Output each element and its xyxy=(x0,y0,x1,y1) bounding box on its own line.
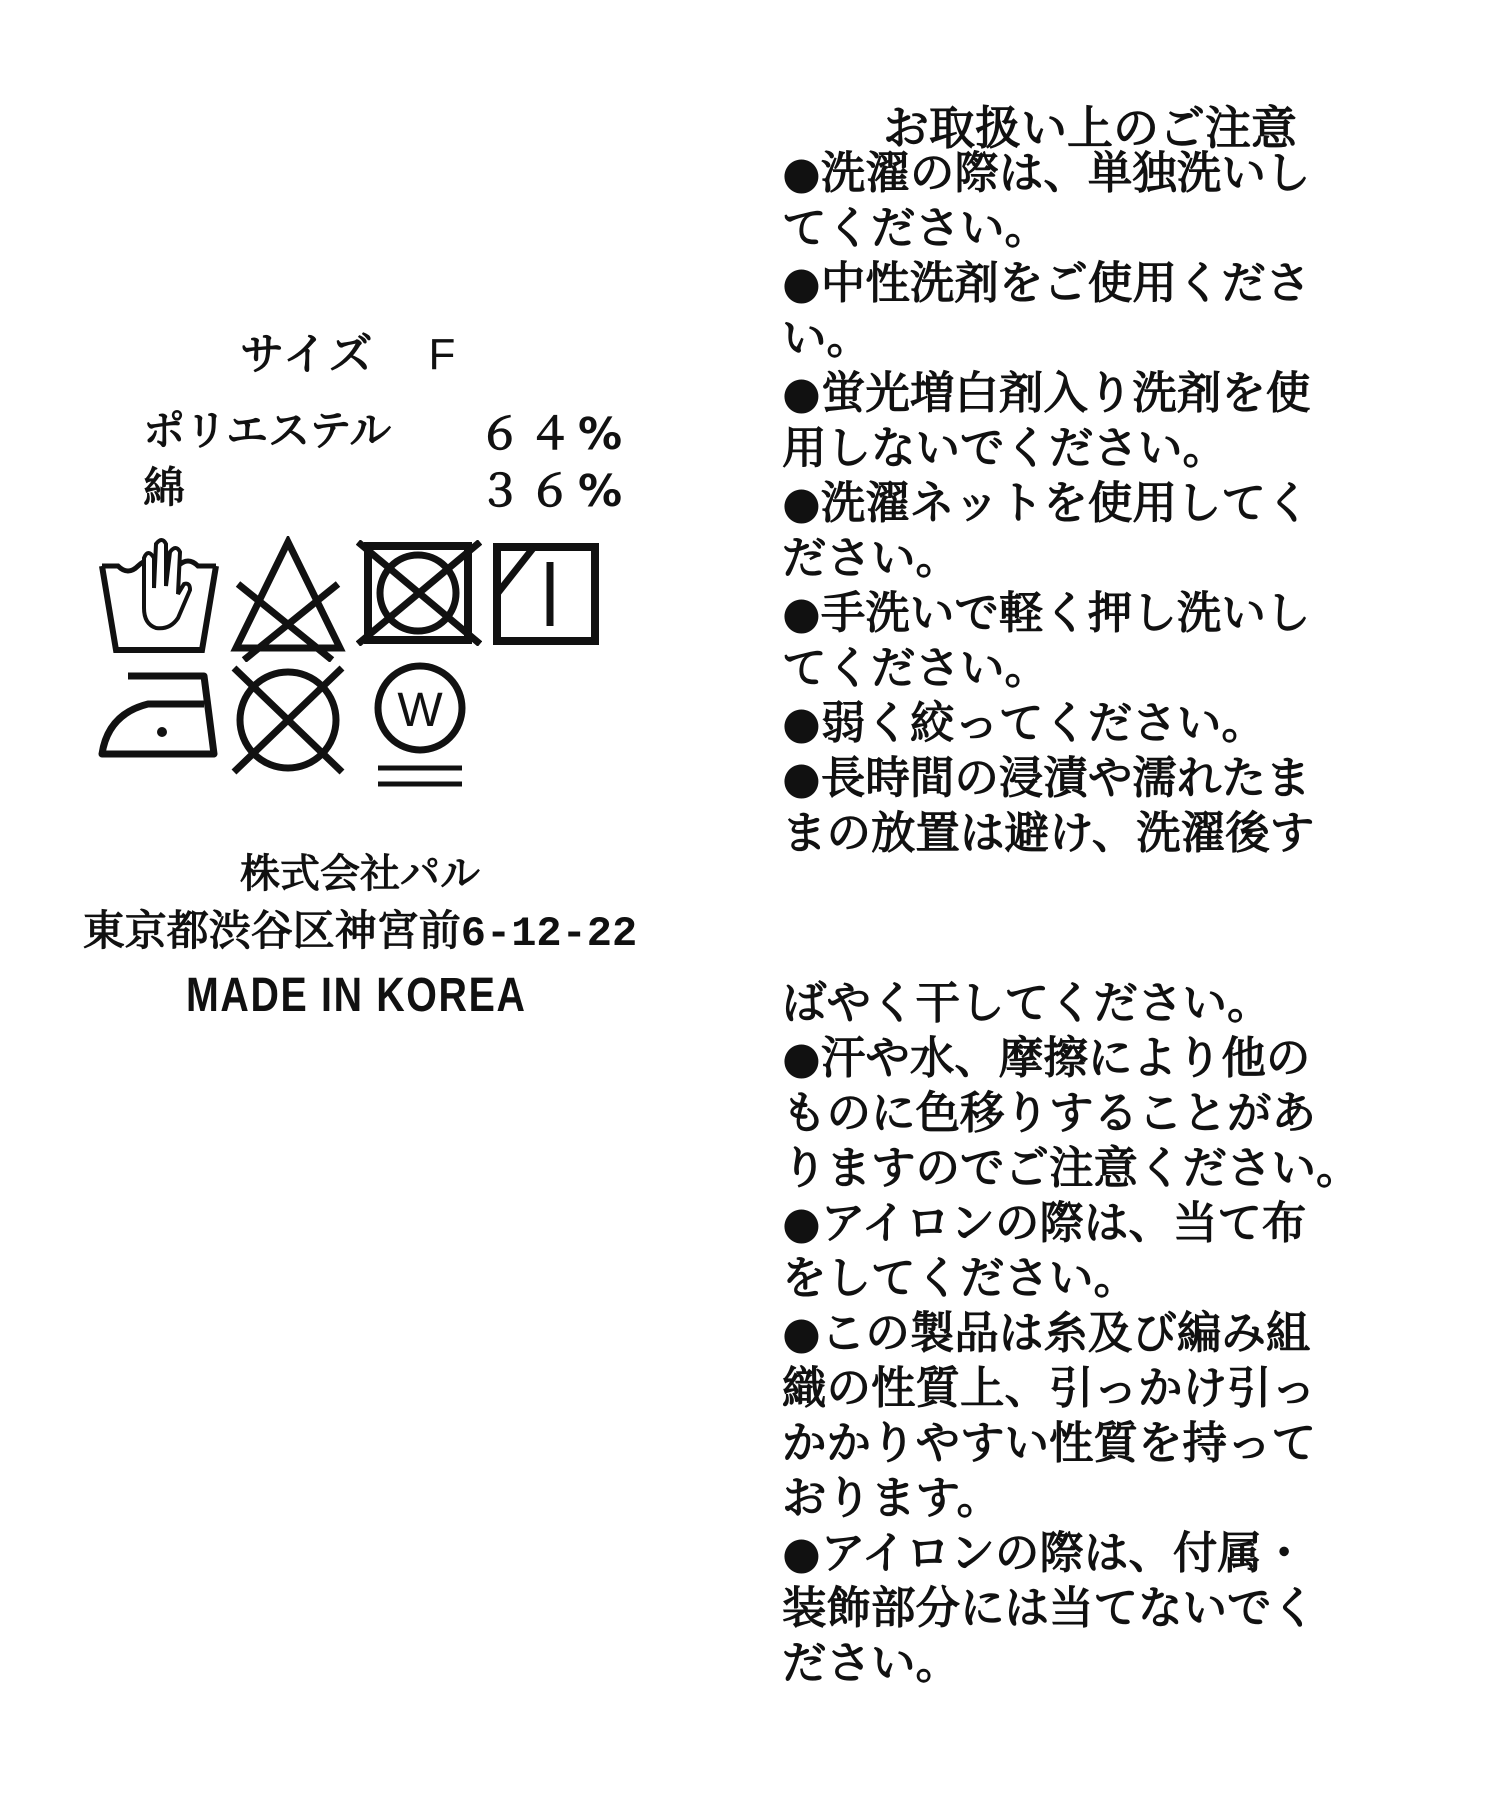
notes-line: ●汗や水、摩擦により他の xyxy=(782,1033,1311,1084)
notes-line: てください。 xyxy=(782,203,1050,254)
notes-line: おります。 xyxy=(782,1473,1001,1524)
hand-wash-icon xyxy=(96,538,222,658)
line-dry-shade-icon xyxy=(492,542,600,646)
notes-line: ばやく干してください。 xyxy=(782,978,1272,1029)
notes-line: ●長時間の浸漬や濡れたま xyxy=(782,753,1311,804)
notes-line: ●中性洗剤をご使用くださ xyxy=(782,258,1311,309)
no-tumble-dry-icon xyxy=(356,540,482,646)
notes-line: ●アイロンの際は、当て布 xyxy=(782,1198,1307,1249)
no-dry-clean-icon xyxy=(226,664,350,776)
notes-title: お取扱い上のご注意 xyxy=(883,101,1297,155)
composition-material: ポリエステル xyxy=(143,406,392,455)
no-bleach-icon xyxy=(228,536,348,662)
notes-line: をしてください。 xyxy=(782,1253,1139,1304)
iron-low-icon xyxy=(96,670,224,762)
notes-line: ●アイロンの際は、付属・ xyxy=(782,1528,1307,1579)
composition-percent: ６４% xyxy=(478,409,629,460)
notes-line: まの放置は避け、洗濯後す xyxy=(782,808,1315,859)
notes-line: ●洗濯の際は、単独洗いし xyxy=(782,148,1311,199)
company-name: 株式会社パル xyxy=(240,851,480,897)
notes-line: ●蛍光増白剤入り洗剤を使 xyxy=(782,368,1311,419)
notes-block-top xyxy=(782,146,1422,861)
notes-line: てください。 xyxy=(782,643,1050,694)
notes-line: 用しないでください。 xyxy=(782,423,1228,474)
country-of-origin: MADE IN KOREA xyxy=(186,969,527,1022)
notes-line: 装飾部分には当てないでく xyxy=(782,1583,1317,1634)
notes-line: ●洗濯ネットを使用してく xyxy=(782,478,1311,529)
composition-percent: ３６% xyxy=(478,466,629,517)
size-value: F xyxy=(428,330,458,379)
composition-material: 綿 xyxy=(143,463,186,512)
size-label: サイズ xyxy=(240,329,375,380)
company-address: 東京都渋谷区神宮前6-12-22 xyxy=(82,910,638,958)
notes-line: 織の性質上、引っかけ引っ xyxy=(782,1363,1317,1414)
notes-line: ●手洗いで軽く押し洗いし xyxy=(782,588,1311,639)
notes-line: ださい。 xyxy=(782,1638,961,1689)
notes-line: ●弱く絞ってください。 xyxy=(782,698,1266,749)
notes-line: ださい。 xyxy=(782,533,961,584)
notes-line: りますのでご注意ください。 xyxy=(782,1143,1361,1194)
notes-line: かかりやすい性質を持って xyxy=(782,1418,1317,1469)
svg-text:W: W xyxy=(397,684,443,737)
wet-clean-very-mild-icon xyxy=(370,660,470,790)
notes-block-bottom xyxy=(782,976,1422,1691)
notes-line: ●この製品は糸及び編み組 xyxy=(782,1308,1311,1359)
notes-line: い。 xyxy=(782,313,872,364)
size-line xyxy=(240,318,457,382)
notes-line: ものに色移りすることがあ xyxy=(782,1088,1317,1139)
